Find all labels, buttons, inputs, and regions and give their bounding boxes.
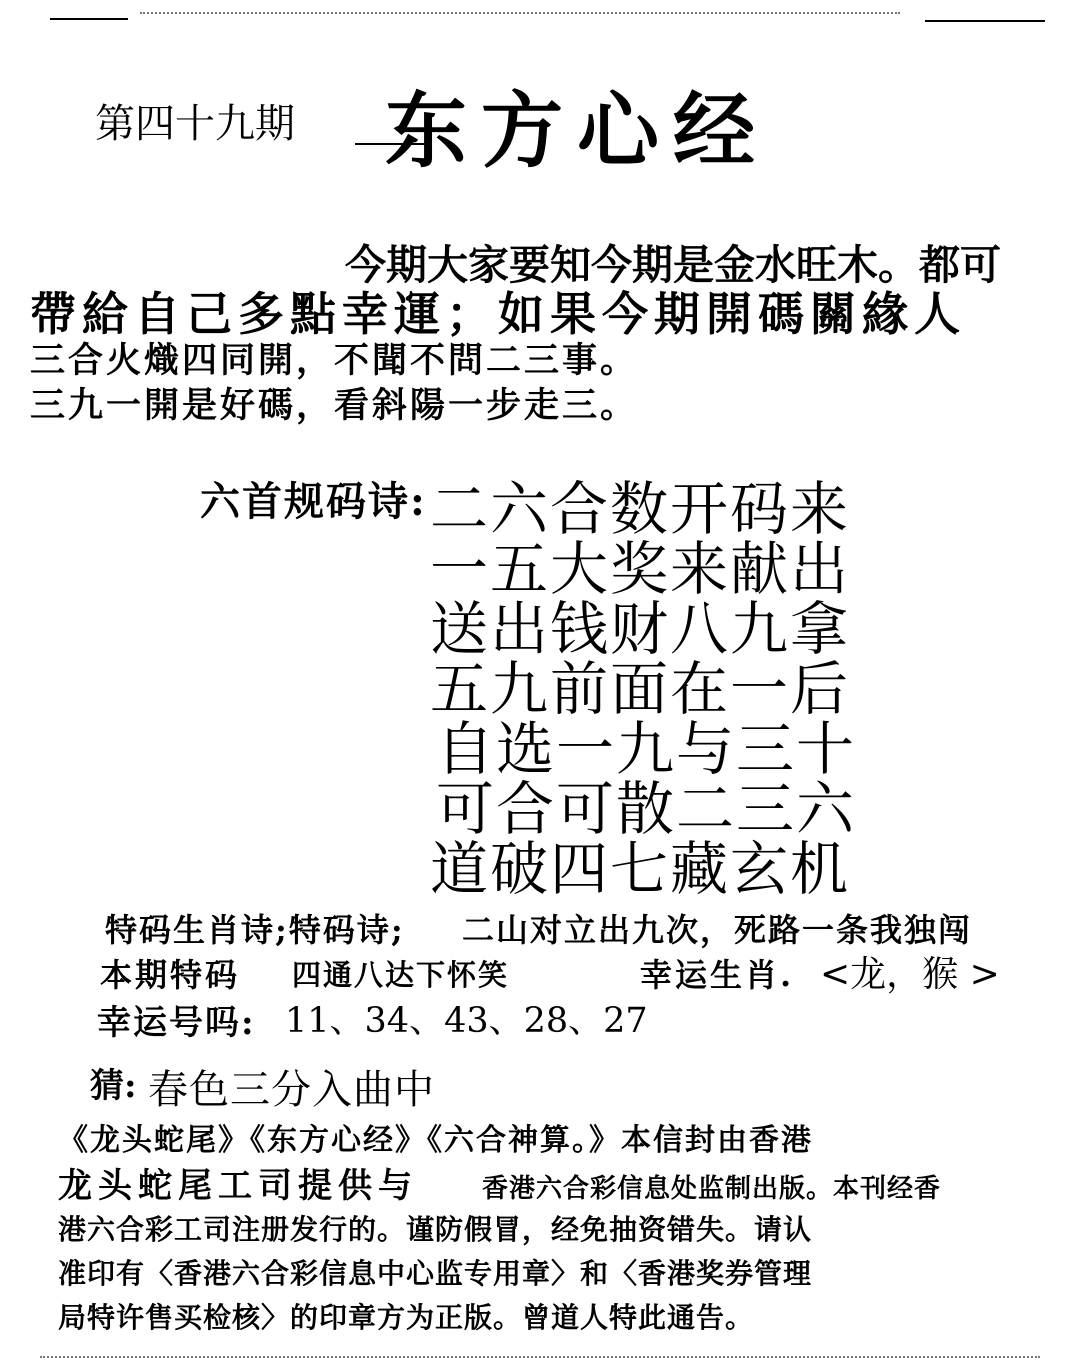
poem-line: 可合可散二三六 xyxy=(436,775,857,843)
issue-code-text: 四通八达下怀笑 xyxy=(292,958,510,992)
poem-line: 送出钱财八九拿 xyxy=(430,595,851,663)
special-label: 特码生肖诗;特码诗; xyxy=(105,911,405,949)
intro-line-4: 三九一開是好碼，看斜陽一步走三。 xyxy=(30,385,639,426)
poem-line: 道破四七藏玄机 xyxy=(430,835,851,903)
lucky-numbers-label: 幸运号吗: xyxy=(97,1003,256,1043)
poem-line: 五九前面在一后 xyxy=(430,655,851,723)
lucky-numbers: 11、34、43、28、27 xyxy=(285,1001,648,1041)
issue-code-label: 本期特码 xyxy=(100,956,241,994)
poem-line: 自选一九与三十 xyxy=(436,715,857,783)
riddle-label: 猜: xyxy=(90,1066,137,1106)
top-left-rule xyxy=(50,18,128,20)
intro-line-1: 今期大家要知今期是金水旺木。都可 xyxy=(345,241,1001,289)
notice-line-3: 港六合彩工司注册发行的。谨防假冒，经免抽资错失。请认 xyxy=(58,1213,813,1246)
zodiac-value: <龙，猴 > xyxy=(820,954,1000,995)
riddle-text: 春色三分入曲中 xyxy=(148,1067,435,1113)
poem-line: 二六合数开码来 xyxy=(430,475,851,543)
bottom-rule xyxy=(40,1356,1040,1358)
notice-line-4: 准印有〈香港六合彩信息中心监专用章〉和〈香港奖券管理 xyxy=(58,1257,813,1290)
title-underline xyxy=(355,143,425,145)
intro-line-3: 三合火熾四同開，不聞不問二三事。 xyxy=(30,340,639,381)
issue-number: 第四十九期 xyxy=(95,101,295,147)
special-text: 二山对立出九次，死路一条我独闯 xyxy=(462,911,973,949)
notice-line-1: 《龙头蛇尾》《东方心经》《六合神算。》本信封由香港 xyxy=(58,1123,813,1158)
top-dotted-rule xyxy=(140,12,900,14)
intro-line-2: 帶給自己多點幸運；如果今期開碼關緣人 xyxy=(30,287,966,341)
top-right-rule xyxy=(925,20,1045,22)
notice-line-2a: 龙头蛇尾工司提供与 xyxy=(58,1166,418,1206)
poem-line: 一五大奖来献出 xyxy=(430,535,851,603)
poem-label: 六首规码诗: xyxy=(200,478,427,525)
page-title: 东方心经 xyxy=(385,83,770,179)
zodiac-label: 幸运生肖. xyxy=(640,956,795,994)
notice-line-5: 局特许售买检核〉的印章方为正版。曾道人特此通告。 xyxy=(58,1301,755,1334)
notice-line-2b: 香港六合彩信息处监制出版。本刊经香 xyxy=(482,1174,942,1204)
